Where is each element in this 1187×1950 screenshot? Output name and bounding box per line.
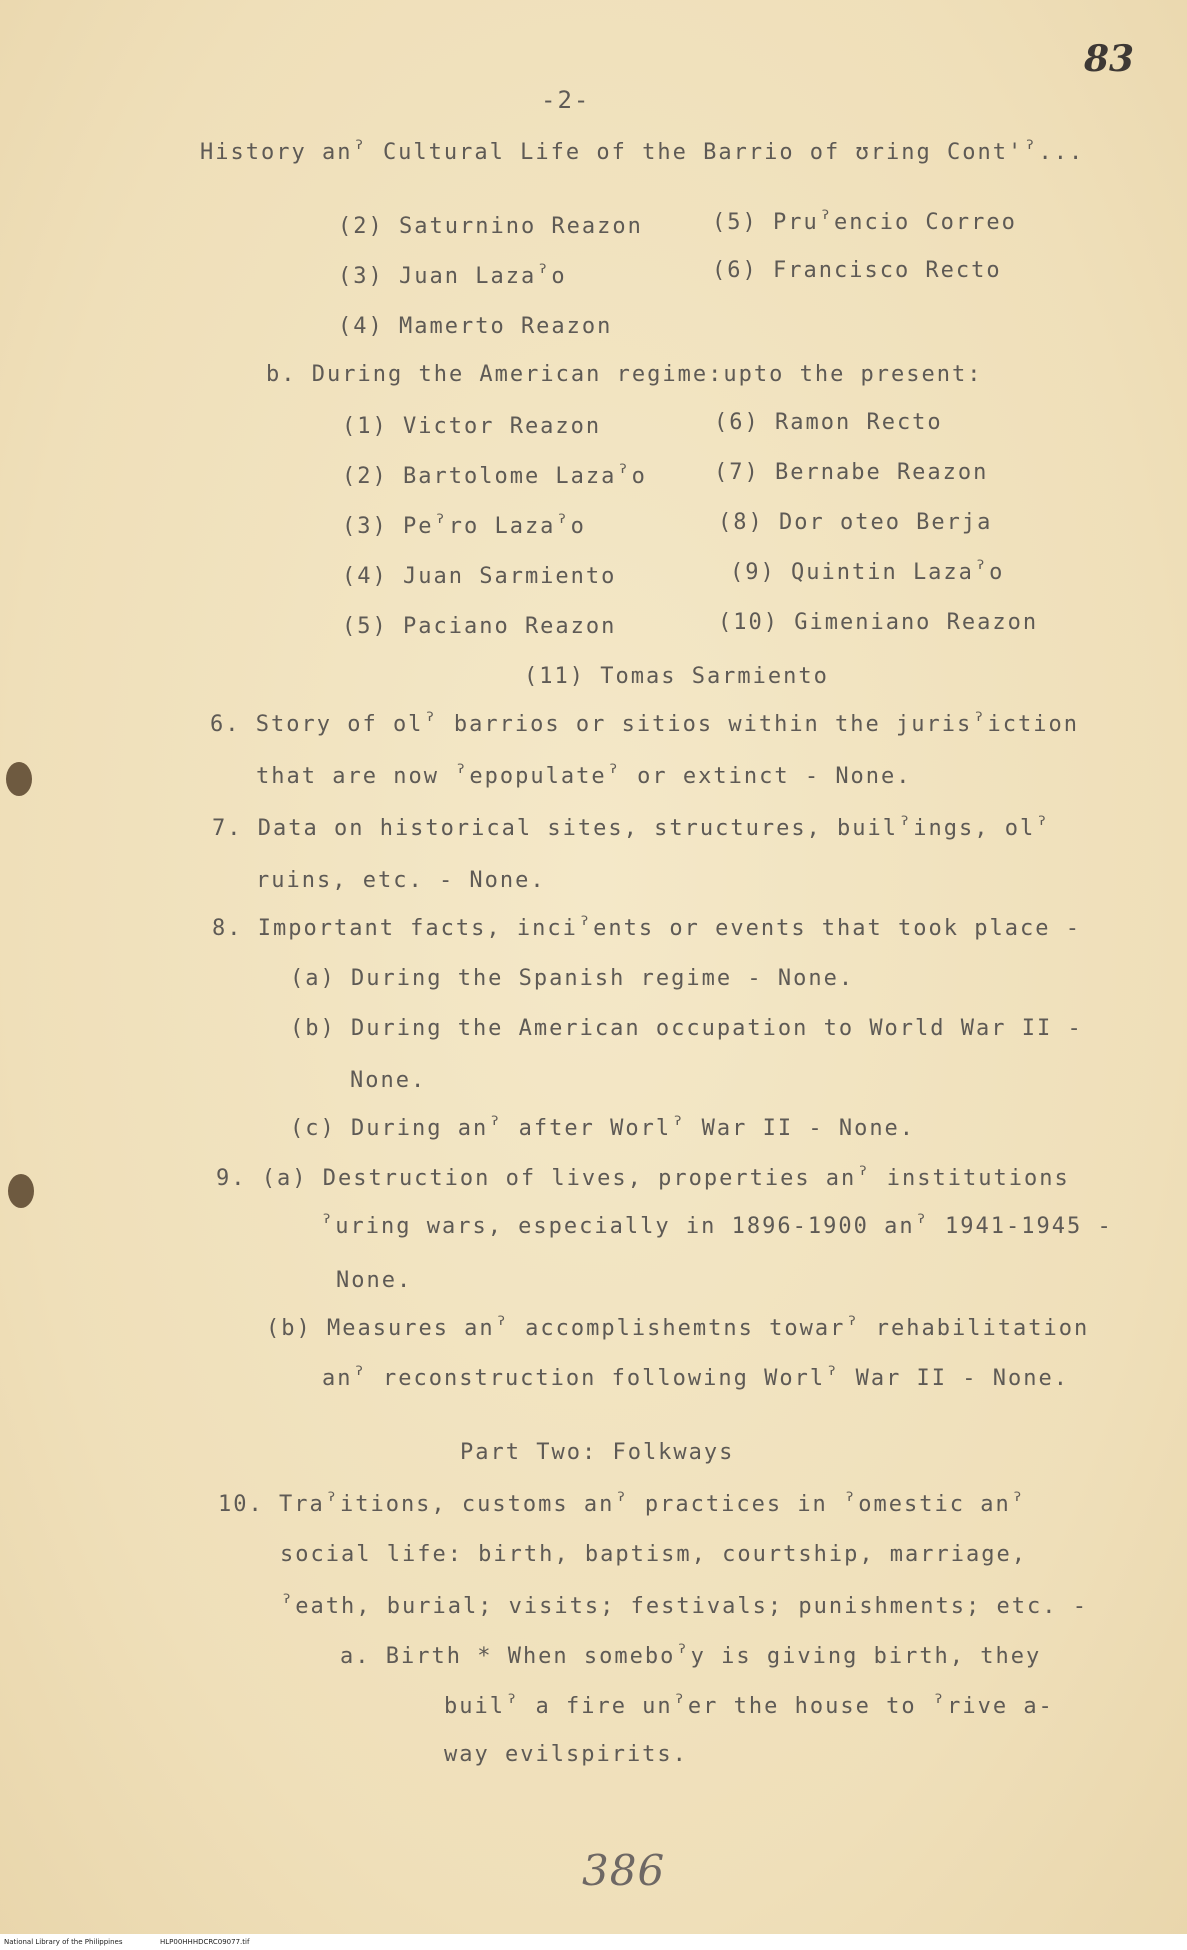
name-entry: (11) Tomas Sarmiento	[524, 664, 829, 689]
item-10-line: ˀeath, burial; visits; festivals; punishments; etc. -	[280, 1594, 1088, 1619]
item-10-line: 10. Traˀitions, customs anˀ practices in ˀomestic anˀ	[218, 1492, 1026, 1517]
name-entry: (2) Bartolome Lazaˀo	[342, 464, 647, 489]
name-entry: (1) Victor Reazon	[342, 414, 602, 439]
birth-paragraph: a. Birth * When someboˀy is giving birth, they	[340, 1644, 1042, 1669]
item-9b: (b) Measures anˀ accomplishemtns towarˀ rehabilitation	[266, 1316, 1090, 1341]
name-entry: (5) Paciano Reazon	[342, 614, 617, 639]
birth-paragraph: way evilspirits.	[444, 1742, 688, 1767]
item-8c: (c) During anˀ after Worlˀ War II - None.	[290, 1116, 916, 1141]
item-8b: (b) During the American occupation to World War II -	[290, 1016, 1083, 1041]
punch-hole	[8, 1174, 34, 1208]
birth-paragraph: builˀ a fire unˀer the house to ˀrive a-	[444, 1694, 1054, 1719]
item-8-heading: 8. Important facts, inciˀents or events that took place -	[212, 916, 1081, 941]
part-two-heading: Part Two: Folkways	[460, 1440, 735, 1465]
page-number: -2-	[541, 86, 591, 114]
item-8b: None.	[350, 1068, 427, 1093]
item-8a: (a) During the Spanish regime - None.	[290, 966, 855, 991]
punch-hole	[6, 762, 32, 796]
name-entry: (4) Mamerto Reazon	[338, 314, 613, 339]
item-10-line: social life: birth, baptism, courtship, marriage,	[280, 1542, 1028, 1567]
name-entry: (2) Saturnino Reazon	[338, 214, 643, 239]
item-6-line: that are now ˀepopulateˀ or extinct - None.	[256, 764, 912, 789]
section-b-heading: b. During the American regime:upto the present:	[266, 362, 983, 387]
name-entry: (3) Peˀro Lazaˀo	[342, 514, 586, 539]
item-7-line: ruins, etc. - None.	[256, 868, 546, 893]
footer-library-label: National Library of the Philippines	[4, 1938, 123, 1946]
name-entry: (6) Ramon Recto	[714, 410, 943, 435]
item-9a: ˀuring wars, especially in 1896-1900 anˀ 1941-1945 -	[320, 1214, 1113, 1239]
item-6-line: 6. Story of olˀ barrios or sitios within the jurisˀiction	[210, 712, 1079, 737]
item-9b: anˀ reconstruction following Worlˀ War II - None.	[322, 1366, 1070, 1391]
header-title: History anˀ Cultural Life of the Barrio of ʊring Cont'ˀ...	[200, 140, 1085, 165]
name-entry: (10) Gimeniano Reazon	[718, 610, 1039, 635]
name-entry: (9) Quintin Lazaˀo	[730, 560, 1005, 585]
item-9a: 9. (a) Destruction of lives, properties anˀ institutions	[216, 1166, 1070, 1191]
name-entry: (6) Francisco Recto	[712, 258, 1002, 283]
item-7-line: 7. Data on historical sites, structures, builˀings, olˀ	[212, 816, 1051, 841]
item-9a: None.	[336, 1268, 413, 1293]
name-entry: (7) Bernabe Reazon	[714, 460, 989, 485]
scan-footer	[0, 1934, 1187, 1950]
name-entry: (3) Juan Lazaˀo	[338, 264, 567, 289]
footer-filename: HLP00HHHDCRC09077.tif	[160, 1938, 250, 1946]
name-entry: (4) Juan Sarmiento	[342, 564, 617, 589]
handwritten-stamp-number: 386	[582, 1846, 666, 1895]
corner-page-mark: 83	[1084, 38, 1135, 80]
name-entry: (8) Dor oteo Berja	[718, 510, 993, 535]
name-entry: (5) Pruˀencio Correo	[712, 210, 1017, 235]
